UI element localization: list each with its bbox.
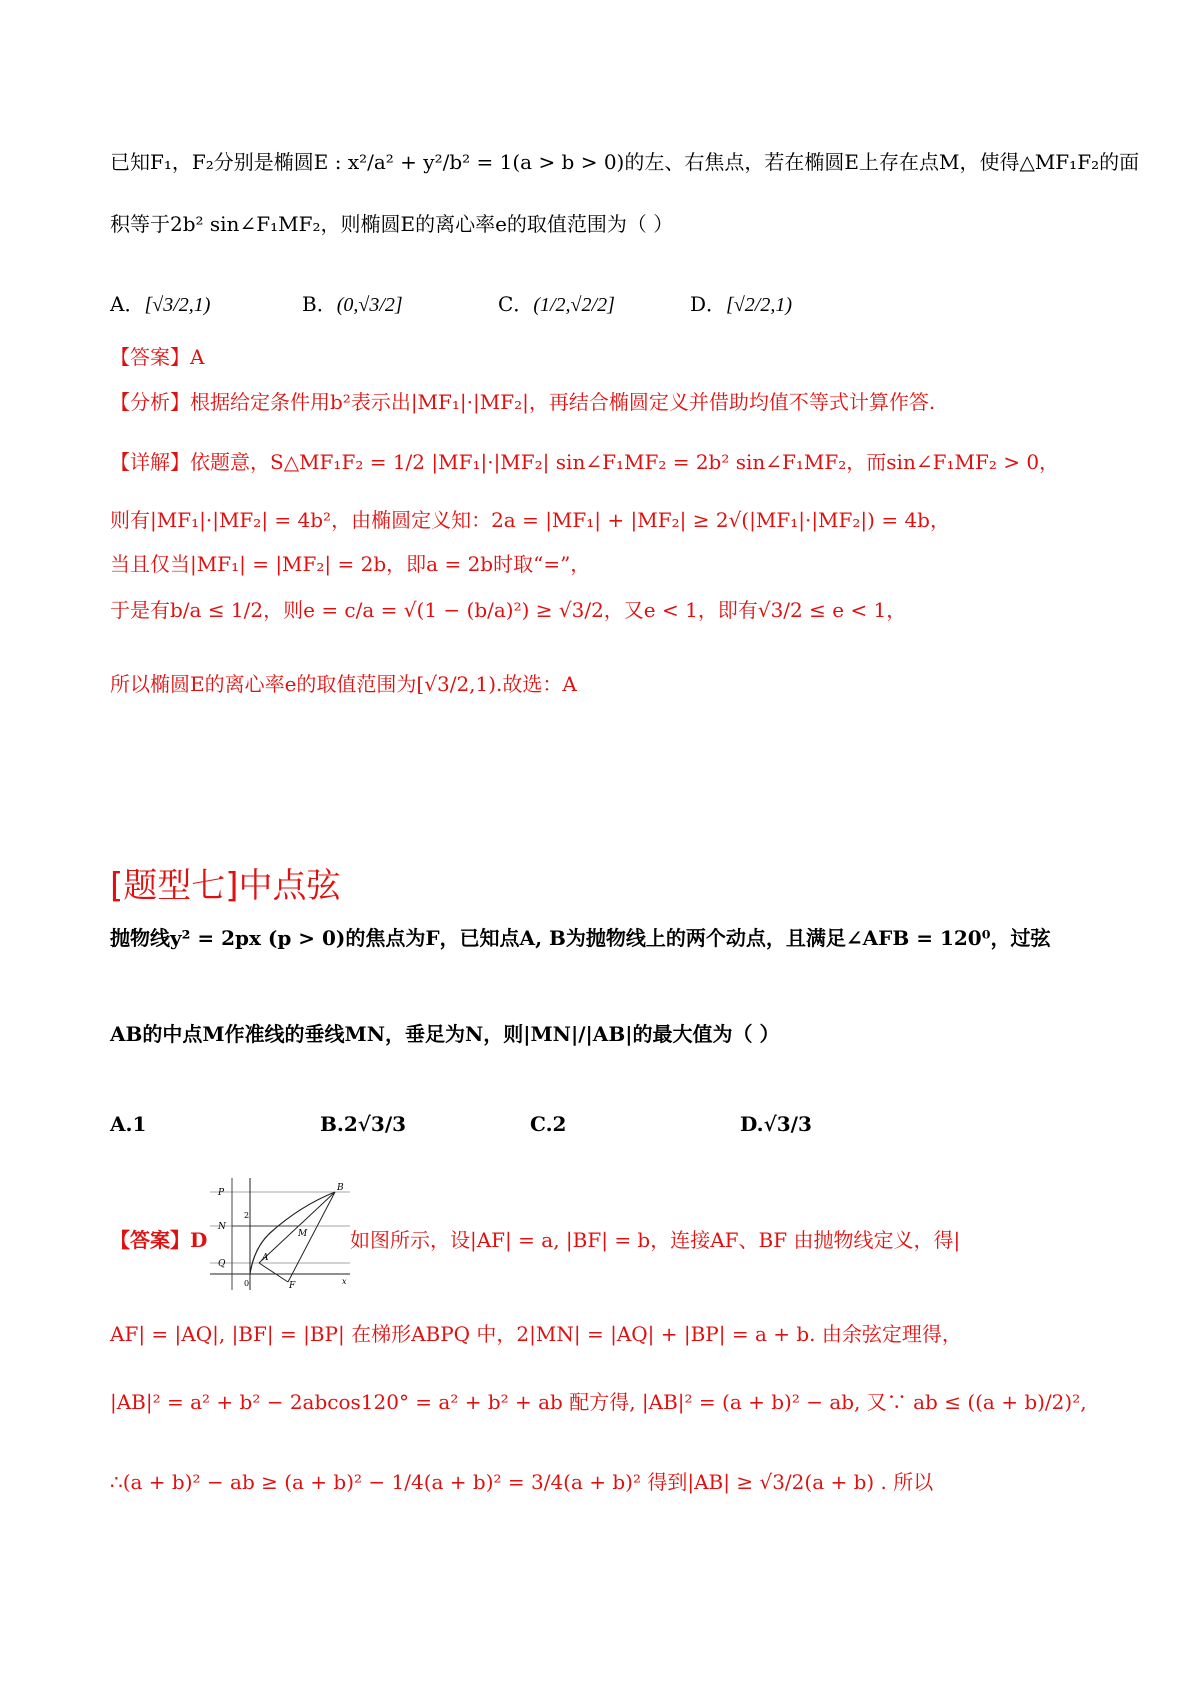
q1-option-d [690, 288, 792, 317]
q1-stem-line2: 积等于2b² sin∠F₁MF₂，则椭圆E的离心率e的取值范围为（ ） [110, 212, 674, 236]
q1-answer: 【答案】A [110, 345, 205, 369]
option-value: 1 [132, 1112, 147, 1136]
figure-label-n: N [218, 1222, 226, 1232]
option-label: B. [320, 1112, 344, 1136]
section-title: [题型七]中点弦 [110, 866, 341, 906]
q1-detail-3: 当且仅当|MF₁| = |MF₂| = 2b，即a = 2b时取“=”， [110, 552, 591, 576]
q2-solution-1: 如图所示，设|AF| = a, |BF| = b，连接AF、BF 由抛物线定义，得| [350, 1228, 961, 1252]
q2-stem-line1: 抛物线y² = 2px (p > 0)的焦点为F，已知点A, B为抛物线上的两个动点，且满足∠AFB = 120⁰，过弦 [110, 926, 1051, 950]
q1-detail-5: 所以椭圆E的离心率e的取值范围为[√3/2,1).故选：A [110, 672, 577, 696]
parabola-figure [210, 1178, 350, 1290]
figure-label-q: Q [218, 1259, 226, 1269]
q2-option-b [320, 1112, 406, 1136]
figure-label-x: x [342, 1277, 347, 1286]
option-value: (1/2,√2/2] [533, 294, 615, 316]
option-label: A． [110, 292, 145, 316]
q1-option-a [110, 288, 210, 317]
q1-detail-2: 则有|MF₁|·|MF₂| = 4b²，由椭圆定义知：2a = |MF₁| + |MF₂| ≥ 2√(|MF₁|·|MF₂|) = 4b， [110, 508, 950, 532]
figure-label-b: B [337, 1183, 344, 1193]
figure-label-2: 2 [244, 1211, 250, 1220]
option-value: 2√3/3 [343, 1112, 407, 1136]
q1-detail-1: 【详解】依题意，S△MF₁F₂ = 1/2 |MF₁|·|MF₂| sin∠F₁MF₂ = 2b² sin∠F₁MF₂，而sin∠F₁MF₂ > 0， [110, 450, 1060, 474]
option-label: C. [530, 1112, 553, 1136]
option-value: [√3/2,1) [144, 294, 211, 316]
option-value: 2 [552, 1112, 567, 1136]
figure-label-m: M [298, 1229, 308, 1239]
option-value: [√2/2,1) [726, 294, 793, 316]
figure-segment-af [259, 1263, 288, 1282]
figure-chord-ab [259, 1192, 335, 1263]
q2-option-d [740, 1112, 812, 1136]
figure-label-a: A [262, 1253, 269, 1263]
q2-option-a [110, 1112, 146, 1136]
q1-option-b [302, 288, 403, 317]
figure-label-p: P [218, 1188, 225, 1198]
figure-label-f: F [289, 1281, 296, 1290]
q1-option-c [498, 288, 615, 317]
q2-option-c [530, 1112, 566, 1136]
option-label: C． [498, 292, 534, 316]
q2-solution-3: |AB|² = a² + b² − 2abcos120° = a² + b² + ab 配方得, |AB|² = (a + b)² − ab, 又∵ ab ≤ ((a + b)/2)², [110, 1390, 1087, 1414]
figure-label-0: 0 [244, 1279, 250, 1288]
q2-stem-line2: AB的中点M作准线的垂线MN，垂足为N，则|MN|/|AB|的最大值为（ ） [110, 1022, 780, 1046]
option-value: (0,√3/2] [336, 294, 403, 316]
figure-segment-bf [288, 1192, 335, 1282]
option-label: B． [302, 292, 337, 316]
option-value: √3/3 [763, 1112, 812, 1136]
option-label: A. [110, 1112, 133, 1136]
option-label: D. [740, 1112, 764, 1136]
q1-stem-line1: 已知F₁，F₂分别是椭圆E : x²/a² + y²/b² = 1(a > b > 0)的左、右焦点，若在椭圆E上存在点M，使得△MF₁F₂的面 [110, 150, 1140, 174]
q1-detail-4: 于是有b/a ≤ 1/2，则e = c/a = √(1 − (b/a)²) ≥ √3/2，又e < 1，即有√3/2 ≤ e < 1， [110, 598, 907, 622]
option-label: D． [690, 292, 727, 316]
q2-solution-4: ∴(a + b)² − ab ≥ (a + b)² − 1/4(a + b)² = 3/4(a + b)² 得到|AB| ≥ √3/2(a + b) . 所以 [110, 1470, 934, 1494]
q2-answer: 【答案】D [110, 1228, 208, 1252]
q2-solution-2: AF| = |AQ|, |BF| = |BP| 在梯形ABPQ 中，2|MN| = |AQ| + |BP| = a + b. 由余弦定理得， [110, 1322, 962, 1346]
q1-analysis: 【分析】根据给定条件用b²表示出|MF₁|·|MF₂|，再结合椭圆定义并借助均值不等式计算作答. [110, 390, 936, 414]
